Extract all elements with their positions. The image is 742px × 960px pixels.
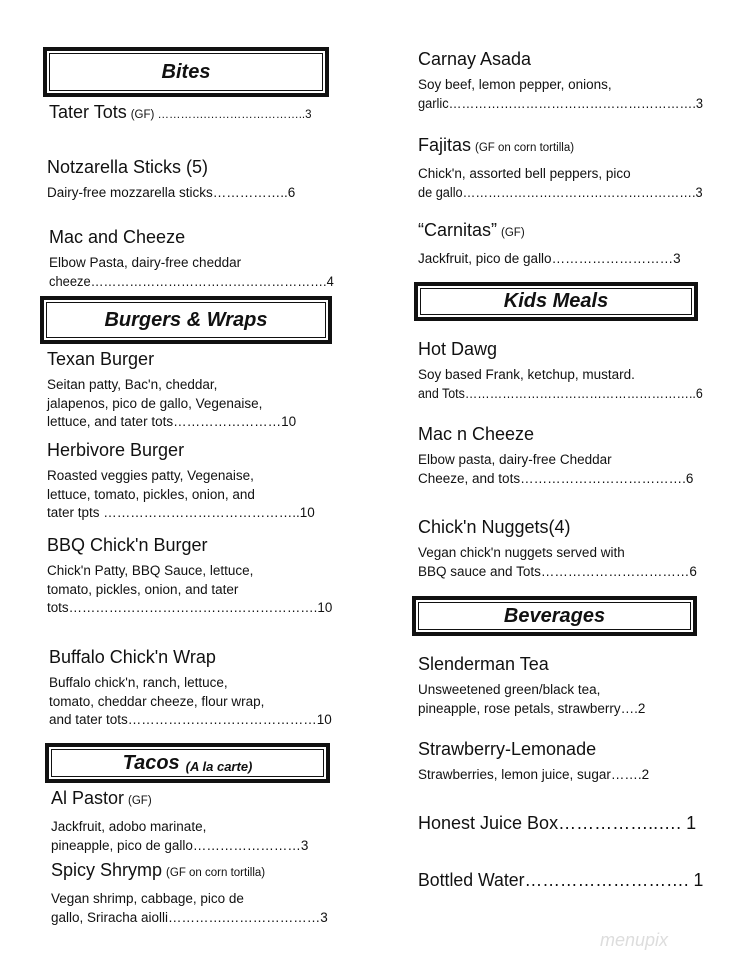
section-header-burgers-wraps xyxy=(40,296,332,344)
item-description-line: Seitan patty, Bac'n, cheddar, xyxy=(47,377,218,392)
item-note: (GF on corn tortilla) xyxy=(166,867,266,879)
item-description-line: Dairy-free mozzarella sticks……………..6 xyxy=(47,185,296,200)
item-name-row xyxy=(49,646,216,668)
item-description-line: and tater tots……………………………………10 xyxy=(49,712,332,727)
item-name-row xyxy=(47,439,184,461)
menu-item xyxy=(47,348,332,432)
item-name: Mac and Cheeze xyxy=(49,227,186,247)
item-name: “Carnitas” xyxy=(418,220,498,240)
menu-item xyxy=(51,787,336,855)
menu-item xyxy=(49,226,334,291)
item-name-row xyxy=(418,653,549,675)
item-description-line: Roasted veggies patty, Vegenaise, xyxy=(47,468,254,483)
menu-item xyxy=(47,156,332,203)
item-description-line: Jackfruit, adobo marinate, xyxy=(51,819,207,834)
item-name-row xyxy=(418,219,525,244)
item-description-line: tomato, cheddar cheeze, flour wrap, xyxy=(49,693,265,709)
item-name: Carnay Asada xyxy=(418,49,532,69)
section-header-tacos xyxy=(45,743,330,783)
section-title: Beverages xyxy=(503,604,606,627)
item-description-line: pineapple, rose petals, strawberry….2 xyxy=(418,700,646,716)
item-name-row xyxy=(49,226,185,248)
item-name-row xyxy=(418,812,696,834)
menu-item xyxy=(418,134,703,202)
item-note: (GF) xyxy=(501,227,525,239)
item-name: Al Pastor xyxy=(51,788,125,808)
item-description-line: de gallo……………………………………………….3 xyxy=(418,184,703,200)
section-title: Bites xyxy=(161,60,211,83)
item-description-line: Jackfruit, pico de gallo………………………3 xyxy=(418,251,681,266)
item-note: (GF on corn tortilla) xyxy=(475,142,575,154)
item-description-line: tater tpts ……………………………………..10 xyxy=(47,505,315,520)
item-description-line: Vegan shrimp, cabbage, pico de xyxy=(51,891,244,906)
item-name-row xyxy=(51,787,152,812)
item-description-line: Chick'n, assorted bell peppers, pico xyxy=(418,166,631,181)
item-description-line: Elbow pasta, dairy-free Cheddar xyxy=(418,452,612,467)
item-description-line: pineapple, pico de gallo……………………3 xyxy=(51,837,309,853)
menu-item xyxy=(418,869,703,891)
menu-item xyxy=(418,812,703,834)
item-description-line: Buffalo chick'n, ranch, lettuce, xyxy=(49,675,228,690)
item-name: Mac n Cheeze xyxy=(418,424,535,444)
section-header-beverages xyxy=(412,596,697,636)
item-description-line: Unsweetened green/black tea, xyxy=(418,682,601,697)
item-name: Chick'n Nuggets(4) xyxy=(418,517,571,537)
section-title: Burgers & Wraps xyxy=(104,308,268,331)
item-name: Texan Burger xyxy=(47,349,155,369)
item-name-row xyxy=(47,156,208,178)
item-name-row xyxy=(418,338,497,360)
item-description-line: Strawberries, lemon juice, sugar…….2 xyxy=(418,767,650,782)
item-description-line: Elbow Pasta, dairy-free cheddar xyxy=(49,255,242,270)
item-name-row xyxy=(49,101,312,126)
section-header-kids-meals xyxy=(414,282,698,321)
menu-item xyxy=(418,48,703,113)
menu-item xyxy=(418,653,703,718)
section-title: Tacos xyxy=(122,751,180,774)
item-description-line: and Tots………………………………………………..6 xyxy=(418,385,703,401)
item-note: (GF) ………….……………………..3 xyxy=(130,109,312,121)
item-name-row xyxy=(47,348,154,370)
item-name-row xyxy=(47,534,208,556)
item-name: Strawberry-Lemonade xyxy=(418,739,597,759)
item-description-line: Chick'n Patty, BBQ Sauce, lettuce, xyxy=(47,563,254,578)
item-description-line: cheeze……………………………………………….4 xyxy=(49,273,334,289)
item-name: Fajitas xyxy=(418,135,472,155)
item-note: (GF) xyxy=(128,795,152,807)
item-description-line: Soy beef, lemon pepper, onions, xyxy=(418,77,612,92)
item-name-row xyxy=(418,516,571,538)
item-name: Honest Juice Box……………..…. 1 xyxy=(418,813,697,833)
watermark: menupix xyxy=(600,930,669,950)
item-name-row xyxy=(418,738,596,760)
item-description-line: jalapenos, pico de gallo, Vegenaise, xyxy=(47,395,263,411)
item-description-line: lettuce, tomato, pickles, onion, and xyxy=(47,486,255,502)
section-subtitle: (A la carte) xyxy=(185,758,253,774)
item-description-line: Cheeze, and tots……………………………….6 xyxy=(418,470,694,486)
section-title: Kids Meals xyxy=(503,290,609,312)
item-name: Notzarella Sticks (5) xyxy=(47,157,209,177)
item-name-row xyxy=(51,859,265,884)
item-name: Tater Tots xyxy=(49,102,127,122)
item-name: BBQ Chick'n Burger xyxy=(47,535,208,555)
menu-item xyxy=(51,859,336,927)
item-name: Buffalo Chick'n Wrap xyxy=(49,647,216,667)
section-header-bites xyxy=(43,47,329,97)
item-name-row xyxy=(418,423,534,445)
item-description-line: tots……………………………….……………….10 xyxy=(47,600,333,615)
item-description-line: Soy based Frank, ketchup, mustard. xyxy=(418,367,635,382)
item-description-line: Vegan chick'n nuggets served with xyxy=(418,545,625,560)
item-description-line: BBQ sauce and Tots……………………………6 xyxy=(418,563,697,579)
item-name: Hot Dawg xyxy=(418,339,498,359)
menu-item xyxy=(418,516,703,581)
menu-item xyxy=(418,338,703,403)
menu-item xyxy=(49,101,334,126)
item-name: Bottled Water………………………. 1 xyxy=(418,870,704,890)
menu-item xyxy=(418,219,703,269)
item-name: Spicy Shrymp xyxy=(51,860,163,880)
menu-item xyxy=(47,534,332,618)
item-description-line: gallo, Sriracha aiolli………….…………………3 xyxy=(51,909,328,925)
item-description-line: garlic………………………………………………….3 xyxy=(418,95,704,111)
item-description-line: tomato, pickles, onion, and tater xyxy=(47,581,239,597)
menu-item xyxy=(418,738,703,785)
item-name-row xyxy=(418,48,531,70)
item-name: Slenderman Tea xyxy=(418,654,549,674)
menu-item xyxy=(49,646,334,730)
menu-item xyxy=(47,439,332,523)
menu-item xyxy=(418,423,703,488)
item-name: Herbivore Burger xyxy=(47,440,185,460)
item-name-row xyxy=(418,869,703,891)
item-name-row xyxy=(418,134,574,159)
item-description-line: lettuce, and tater tots……………………10 xyxy=(47,414,297,429)
